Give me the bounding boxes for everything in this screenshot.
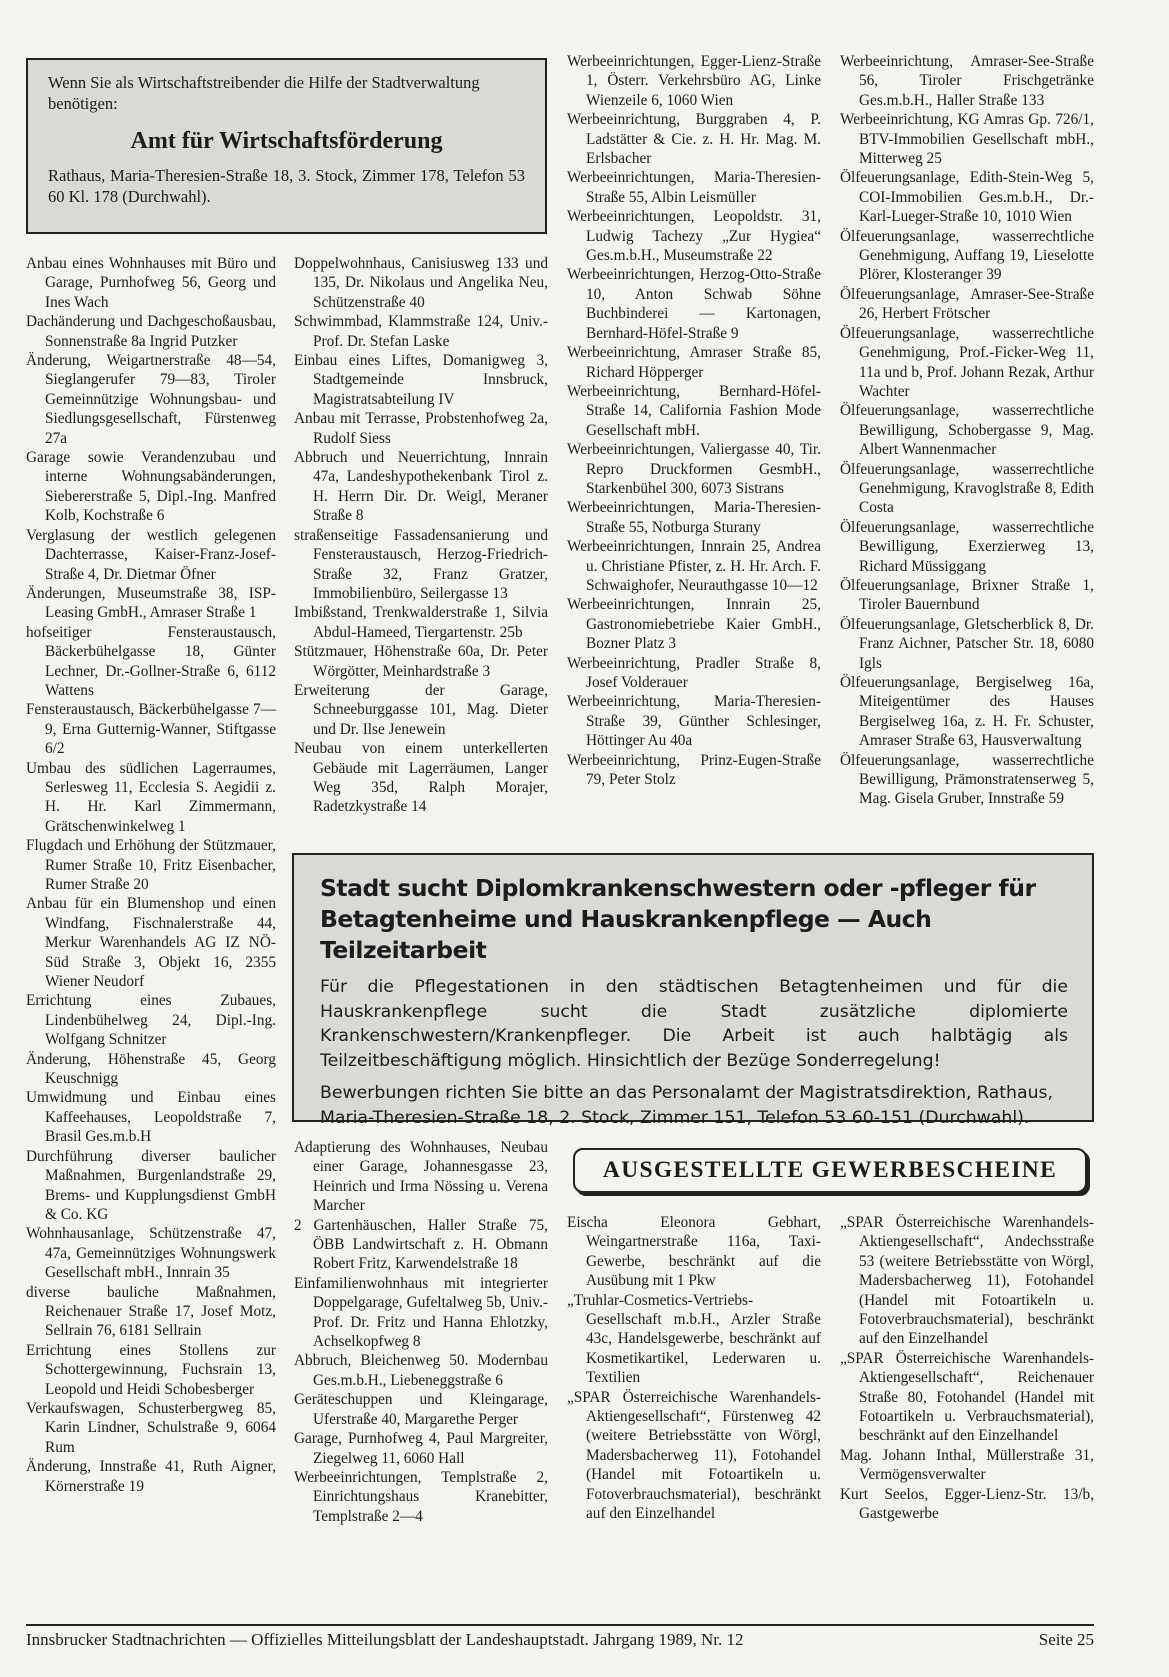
page-footer [26, 1624, 1094, 1650]
column-3-top [567, 52, 821, 789]
column-1 [26, 254, 276, 1496]
list-item: Ölfeuerungsanlage, Edith-Stein-Weg 5, COI-Immobilien Ges.m.b.H., Dr.-Karl-Lueger-Straße 10, 1010 Wien [840, 169, 1094, 226]
list-item: hofseitiger Fensteraustausch, Bäckerbühelgasse 18, Günter Lechner, Dr.-Gollner-Straße 6, 6112 Wattens [26, 623, 276, 699]
list-item: Werbeeinrichtung, Amraser-See-Straße 56, Tiroler Frischgetränke Ges.m.b.H., Haller Straße 133 [840, 53, 1094, 109]
list-item: Werbeeinrichtung, Amraser Straße 85, Richard Höpperger [567, 344, 821, 381]
list-item: 2 Gartenhäuschen, Haller Straße 75, ÖBB Landwirtschaft z. H. Obmann Robert Fritz, Karwendelstraße 18 [294, 1216, 548, 1273]
list-item: Werbeeinrichtungen, Innrain 25, Andrea u. Christiane Pfister, z. H. Hr. Arch. F. Schwaighofer, Neurauthgasse 10—12 [567, 538, 821, 594]
column-4-bottom [840, 1213, 1094, 1524]
column-3-bottom [567, 1213, 821, 1524]
list-item: Einbau eines Liftes, Domanigweg 3, Stadtgemeinde Innsbruck, Magistratsabteilung IV [294, 352, 548, 408]
list-item: Werbeeinrichtungen, Maria-Theresien-Straße 55, Notburga Sturany [567, 499, 821, 536]
list-item: Werbeeinrichtungen, Innrain 25, Gastronomiebetriebe Kaier GmbH., Bozner Platz 3 [567, 596, 821, 653]
list-item: Durchführung diverser baulicher Maßnahmen, Burgenlandstraße 29, Brems- und Kupplungsdienst GmbH & Co. KG [26, 1147, 276, 1223]
list-item: Abbruch und Neuerrichtung, Innrain 47a, Landeshypothekenbank Tirol z. H. Herrn Dir. Dr. Weigl, Meraner Straße 8 [294, 449, 548, 525]
list-item: Garage, Purnhofweg 4, Paul Margreiter, Ziegelweg 11, 6060 Hall [294, 1430, 548, 1467]
list-item: Ölfeuerungsanlage, Brixner Straße 1, Tiroler Bauernbund [840, 576, 1094, 614]
footer-page-number: Seite 25 [1038, 1630, 1094, 1649]
column-4-top [840, 52, 1094, 809]
list-item: Werbeeinrichtung, Pradler Straße 8, Josef Volderauer [567, 654, 821, 691]
list-item: Flugdach und Erhöhung der Stützmauer, Rumer Straße 10, Fritz Eisenbacher, Rumer Straße 20 [26, 837, 276, 893]
list-item: Doppelwohnhaus, Canisiusweg 133 und 135, Dr. Nikolaus und Angelika Neu, Schützenstraße 40 [294, 255, 548, 311]
list-item: Werbeeinrichtung, Maria-Theresien-Straße 39, Günther Schlesinger, Höttinger Au 40a [567, 693, 821, 750]
box-address: Rathaus, Maria-Theresien-Straße 18, 3. Stock, Zimmer 178, Telefon 53 60 Kl. 178 (Durchwahl). [48, 166, 525, 206]
list-item: Ölfeuerungsanlage, wasserrechtliche Bewilligung, Exerzierweg 13, Richard Müssiggang [840, 518, 1094, 575]
list-item: Erweiterung der Garage, Schneeburggasse 101, Mag. Dieter und Dr. Ilse Jenewein [294, 681, 548, 738]
list-item: Ölfeuerungsanlage, wasserrechtliche Bewilligung, Prämonstratenserweg 5, Mag. Gisela Gruber, Innstraße 59 [840, 751, 1094, 808]
list-item: Ölfeuerungsanlage, wasserrechtliche Bewilligung, Schobergasse 9, Mag. Albert Wannenmacher [840, 402, 1094, 459]
list-item: Werbeeinrichtungen, Egger-Lienz-Straße 1, Österr. Verkehrsbüro AG, Linke Wienzeile 6, 1060 Wien [567, 53, 821, 109]
list-item: Verglasung der westlich gelegenen Dachterrasse, Kaiser-Franz-Josef-Straße 4, Dr. Dietmar Öfner [26, 526, 276, 583]
list-item: Wohnhausanlage, Schützenstraße 47, 47a, Gemeinnütziges Wohnungswerk Gesellschaft mbH., Innrain 35 [26, 1225, 276, 1282]
list-item: Anbau mit Terrasse, Probstenhofweg 2a, Rudolf Siess [294, 410, 548, 447]
wirtschaftsfoerderung-box [26, 58, 547, 234]
list-item: Anbau eines Wohnhauses mit Büro und Garage, Purnhofweg 56, Georg und Ines Wach [26, 255, 276, 311]
pflege-headline-2: Betagtenheime und Hauskrankenpflege — Auch Teilzeitarbeit [320, 905, 932, 964]
list-item: Werbeeinrichtung, Prinz-Eugen-Straße 79, Peter Stolz [567, 751, 821, 789]
list-item: Errichtung eines Zubaues, Lindenbühelweg 24, Dipl.-Ing. Wolfgang Schnitzer [26, 992, 276, 1049]
list-item: Verkaufswagen, Schusterbergweg 85, Karin Lindner, Schulstraße 9, 6064 Rum [26, 1399, 276, 1456]
list-item: Mag. Johann Inthal, Müllerstraße 31, Vermögensverwalter [840, 1446, 1094, 1484]
list-item: Werbeeinrichtungen, Maria-Theresien-Straße 55, Albin Leismüller [567, 169, 821, 206]
list-item: Ölfeuerungsanlage, wasserrechtliche Genehmigung, Prof.-Ficker-Weg 11, 11a und b, Prof. Johann Rezak, Arthur Wachter [840, 324, 1094, 400]
list-item: Werbeeinrichtungen, Leopoldstr. 31, Ludwig Tachezy „Zur Hygiea“ Ges.m.b.H., Museumstraße 22 [567, 208, 821, 265]
pflege-headline-1: Stadt sucht Diplomkrankenschwestern oder -pfleger für [320, 874, 1036, 902]
list-item: Kurt Seelos, Egger-Lienz-Str. 13/b, Gastgewerbe [840, 1485, 1094, 1523]
list-item: Stützmauer, Höhenstraße 60a, Dr. Peter Wörgötter, Meinhardstraße 3 [294, 643, 548, 680]
list-item: Eischa Eleonora Gebhart, Weingartnerstraße 116a, Taxi-Gewerbe, beschränkt auf die Ausübung mit 1 Pkw [567, 1214, 821, 1290]
pflege-paragraph-1: Für die Pflegestationen in den städtischen Betagtenheimen und für die Hauskrankenpflege sucht die Stadt zusätzliche diplomierte Krankenschwestern/Krankenpfleger. Die Arbeit ist auch halbtägig als Teilzeitbeschäftigung möglich. Hinsichtlich der Bezüge Sonderregelung! [320, 977, 1068, 1071]
list-item: straßenseitige Fassadensanierung und Fensteraustausch, Herzog-Friedrich-Straße 32, Franz Gratzer, Immobilienbüro, Seilergasse 13 [294, 526, 548, 602]
list-item: Dachänderung und Dachgeschoßausbau, Sonnenstraße 8a Ingrid Putzker [26, 313, 276, 350]
pflege-paragraph-2: Bewerbungen richten Sie bitte an das Personalamt der Magistratsdirektion, Rathaus, Maria-Theresien-Straße 18, 2. Stock, Zimmer 151, Telefon 53 60-151 (Durchwahl). [320, 1083, 1054, 1128]
list-item: Einfamilienwohnhaus mit integrierter Doppelgarage, Gufeltalweg 5b, Univ.-Prof. Dr. Fritz und Hanna Ehlotzky, Achselkopfweg 8 [294, 1274, 548, 1351]
list-item: Umwidmung und Einbau eines Kaffeehauses, Leopoldstraße 7, Brasil Ges.m.b.H [26, 1089, 276, 1146]
list-item: Imbißstand, Trenkwalderstraße 1, Silvia Abdul-Hameed, Tiergartenstr. 25b [294, 604, 548, 641]
list-item: Werbeeinrichtungen, Herzog-Otto-Straße 10, Anton Schwab Söhne Buchbinderei — Kartonagen, Bernhard-Höfel-Straße 9 [567, 266, 821, 342]
list-item: Adaptierung des Wohnhauses, Neubau einer Garage, Johannesgasse 23, Heinrich und Irma Nössing u. Verena Marcher [294, 1139, 548, 1215]
list-item: Änderung, Innstraße 41, Ruth Aigner, Körnerstraße 19 [26, 1458, 276, 1495]
list-item: Ölfeuerungsanlage, wasserrechtliche Genehmigung, Auffang 19, Lieselotte Plörer, Klosteranger 39 [840, 227, 1094, 284]
list-item: Ölfeuerungsanlage, wasserrechtliche Genehmigung, Kravoglstraße 8, Edith Costa [840, 460, 1094, 517]
list-item: Werbeeinrichtungen, Templstraße 2, Einrichtungshaus Kranebitter, Templstraße 2—4 [294, 1468, 548, 1525]
list-item: Werbeeinrichtung, Burggraben 4, P. Ladstätter & Cie. z. H. Hr. Mag. M. Erlsbacher [567, 111, 821, 168]
list-item: Werbeeinrichtungen, Valiergasse 40, Tir. Repro Druckformen GesmbH., Starkenbühel 300, 6073 Sistrans [567, 441, 821, 497]
list-item: Fensteraustausch, Bäckerbühelgasse 7—9, Erna Gutternig-Wanner, Stiftgasse 6/2 [26, 701, 276, 758]
column-2-top [294, 254, 548, 817]
list-item: Schwimmbad, Klammstraße 124, Univ.-Prof. Dr. Stefan Laske [294, 313, 548, 350]
list-item: Geräteschuppen und Kleingarage, Uferstraße 40, Margarethe Perger [294, 1391, 548, 1428]
box-title: Amt für Wirtschaftsförderung [130, 128, 443, 154]
list-item: „SPAR Österreichische Warenhandels-Aktiengesellschaft“, Reichenauer Straße 80, Fotohandel (Handel mit Fotoartikeln u. Verbrauchsmaterial), beschränkt auf den Einzelhandel [840, 1349, 1094, 1445]
footer-publication: Innsbrucker Stadtnachrichten — Offizielles Mitteilungsblatt der Landeshauptstadt. Jahrgang 1989, Nr. 12 [26, 1630, 744, 1649]
list-item: „SPAR Österreichische Warenhandels-Aktiengesellschaft“, Andechsstraße 53 (weitere Betriebsstätte von Wörgl, Madersbacherweg 11), Fotohandel (Handel mit Fotoartikeln u. Fotoverbrauchsmaterial), beschränkt auf den Einzelhandel [840, 1214, 1094, 1348]
list-item: „Truhlar-Cosmetics-Vertriebs-Gesellschaft m.b.H., Arzler Straße 43c, Handelsgewerbe, beschränkt auf Kosmetikartikel, Lederwaren u. Textilien [567, 1291, 821, 1387]
list-item: Änderungen, Museumstraße 38, ISP-Leasing GmbH., Amraser Straße 1 [26, 584, 276, 622]
list-item: Änderung, Weigartnerstraße 48—54, Sieglangerufer 79—83, Tiroler Gemeinnützige Wohnungsbau- und Siedlungsgesellschaft, Fürstenweg 27a [26, 352, 276, 447]
list-item: Garage sowie Verandenzubau und interne Wohnungsabänderungen, Siebererstraße 5, Dipl.-Ing. Manfred Kolb, Kochstraße 6 [26, 449, 276, 525]
pflege-recruitment-box [292, 853, 1094, 1128]
list-item: Ölfeuerungsanlage, Gletscherblick 8, Dr. Franz Aichner, Patscher Str. 18, 6080 Igls [840, 615, 1094, 672]
list-item: Abbruch, Bleichenweg 50. Modernbau Ges.m.b.H., Liebeneggstraße 6 [294, 1352, 548, 1389]
gewerbescheine-heading: AUSGESTELLTE GEWERBESCHEINE [573, 1148, 1087, 1193]
box-intro: Wenn Sie als Wirtschaftstreibender die Hilfe der Stadtverwaltung benötigen: [48, 73, 480, 113]
list-item: Änderung, Höhenstraße 45, Georg Keuschnigg [26, 1050, 276, 1088]
list-item: Ölfeuerungsanlage, Bergiselweg 16a, Miteigentümer des Hauses Bergiselweg 16a, z. H. Fr. Schuster, Amraser Straße 63, Hausverwaltung [840, 674, 1094, 750]
list-item: Umbau des südlichen Lagerraumes, Serlesweg 11, Ecclesia S. Aegidii z. H. Hr. Karl Zimmermann, Grätschenwinkelweg 1 [26, 759, 276, 835]
list-item: Werbeeinrichtung, KG Amras Gp. 726/1, BTV-Immobilien Gesellschaft mbH., Mitterweg 25 [840, 111, 1094, 168]
list-item: Werbeeinrichtung, Bernhard-Höfel-Straße 14, California Fashion Mode Gesellschaft mbH. [567, 382, 821, 439]
list-item: Neubau von einem unterkellerten Gebäude mit Lagerräumen, Langer Weg 35d, Ralph Morajer, Radetzkystraße 14 [294, 740, 548, 816]
column-2-bottom [294, 1138, 548, 1526]
list-item: Errichtung eines Stollens zur Schottergewinnung, Fuchsrain 13, Leopold und Heidi Schobesberger [26, 1341, 276, 1398]
list-item: Ölfeuerungsanlage, Amraser-See-Straße 26, Herbert Frötscher [840, 285, 1094, 323]
list-item: diverse bauliche Maßnahmen, Reichenauer Straße 17, Josef Motz, Sellrain 76, 6181 Sellrain [26, 1283, 276, 1340]
list-item: Anbau für ein Blumenshop und einen Windfang, Fischnalerstraße 44, Merkur Warenhandels AG IZ NÖ-Süd Straße 3, Objekt 16, 2355 Wiener Neudorf [26, 895, 276, 991]
list-item: „SPAR Österreichische Warenhandels-Aktiengesellschaft“, Fürstenweg 42 (weitere Betriebsstätte von Wörgl, Madersbacherweg 11), Fotohandel (Handel mit Fotoartikeln u. Fotoverbrauchsmaterial), beschränkt auf den Einzelhandel [567, 1388, 821, 1523]
